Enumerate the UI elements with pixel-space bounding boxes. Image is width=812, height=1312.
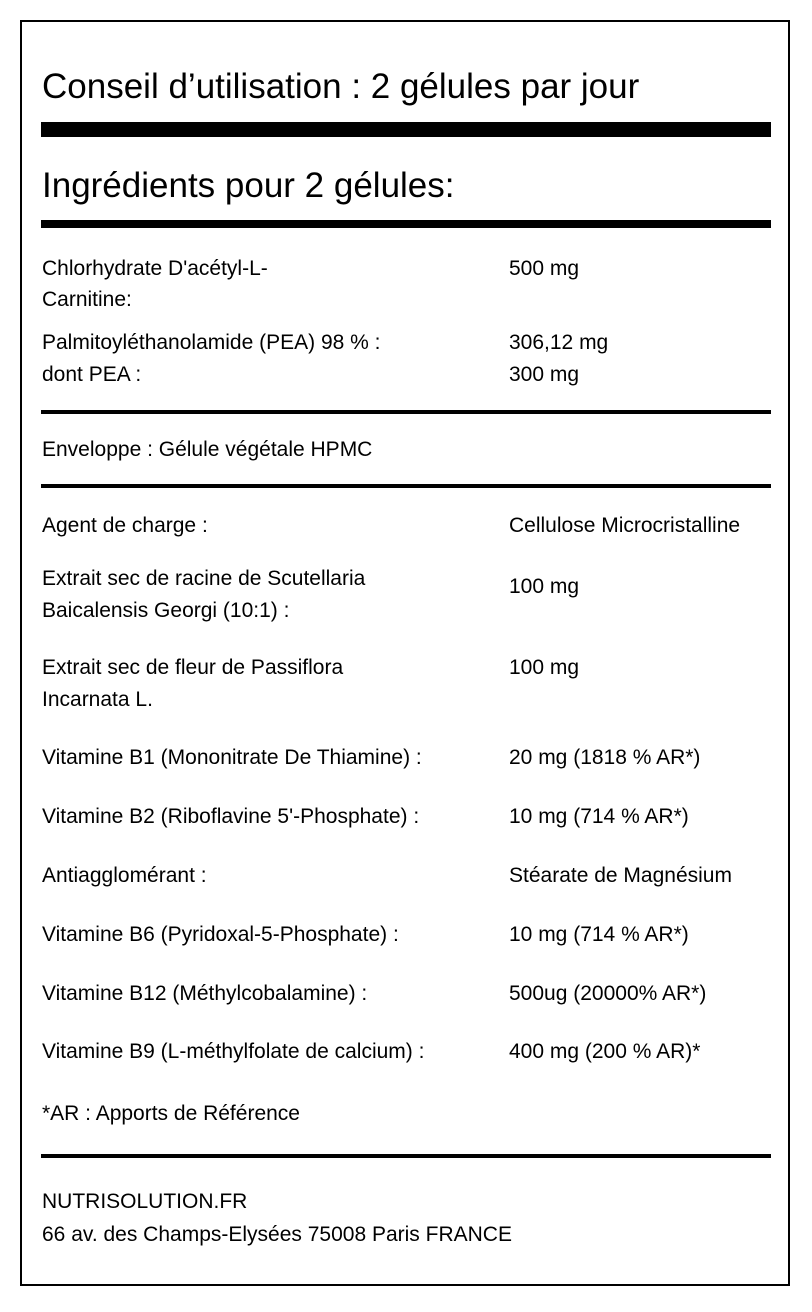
section-divider	[41, 484, 771, 488]
ingredient-amount: 306,12 mg	[509, 331, 609, 354]
ingredient-name: Carnitine:	[42, 288, 132, 311]
ingredient-name: Antiagglomérant :	[42, 864, 207, 887]
footer-website: NUTRISOLUTION.FR	[42, 1190, 248, 1213]
usage-divider	[41, 122, 771, 137]
ingredient-amount: Stéarate de Magnésium	[509, 864, 732, 887]
ingredient-amount: 400 mg (200 % AR)*	[509, 1040, 701, 1063]
ingredient-name: Baicalensis Georgi (10:1) :	[42, 599, 290, 622]
ingredients-title: Ingrédients pour 2 gélules:	[42, 166, 455, 205]
ingredient-amount: 500ug (20000% AR*)	[509, 982, 707, 1005]
ingredient-amount: 300 mg	[509, 363, 580, 386]
ingredient-name: Vitamine B12 (Méthylcobalamine) :	[42, 982, 368, 1005]
ingredient-amount: 100 mg	[509, 575, 580, 598]
ingredient-amount: Cellulose Microcristalline	[509, 514, 741, 537]
ingredient-amount: 10 mg (714 % AR*)	[509, 923, 689, 946]
section-divider	[41, 410, 771, 414]
usage-title: Conseil d’utilisation : 2 gélules par jour	[42, 67, 640, 106]
ingredient-name: Vitamine B9 (L-méthylfolate de calcium) :	[42, 1040, 425, 1063]
ingredient-amount: 100 mg	[509, 656, 580, 679]
ingredient-name: Extrait sec de fleur de Passiflora	[42, 656, 344, 679]
ingredient-amount: 10 mg (714 % AR*)	[509, 805, 689, 828]
ingredient-name: Vitamine B2 (Riboflavine 5'-Phosphate) :	[42, 805, 420, 828]
ingredient-name: Extrait sec de racine de Scutellaria	[42, 567, 366, 590]
ingredient-name: dont PEA :	[42, 363, 142, 386]
footer-divider	[41, 1154, 771, 1158]
footnote: *AR : Apports de Référence	[42, 1102, 300, 1125]
ingredient-name: Vitamine B1 (Mononitrate De Thiamine) :	[42, 746, 422, 769]
ingredient-name: Chlorhydrate D'acétyl-L-	[42, 257, 268, 280]
ingredient-name: Palmitoyléthanolamide (PEA) 98 % :	[42, 331, 381, 354]
footer-address: 66 av. des Champs-Elysées 75008 Paris FRANCE	[42, 1223, 512, 1246]
ingredient-name: Vitamine B6 (Pyridoxal-5-Phosphate) :	[42, 923, 399, 946]
ingredients-divider	[41, 220, 771, 228]
ingredient-amount: 20 mg (1818 % AR*)	[509, 746, 701, 769]
ingredient-name: Incarnata L.	[42, 688, 153, 711]
ingredient-name: Agent de charge :	[42, 514, 208, 537]
envelope-text: Enveloppe : Gélule végétale HPMC	[42, 438, 373, 461]
ingredient-amount: 500 mg	[509, 257, 580, 280]
